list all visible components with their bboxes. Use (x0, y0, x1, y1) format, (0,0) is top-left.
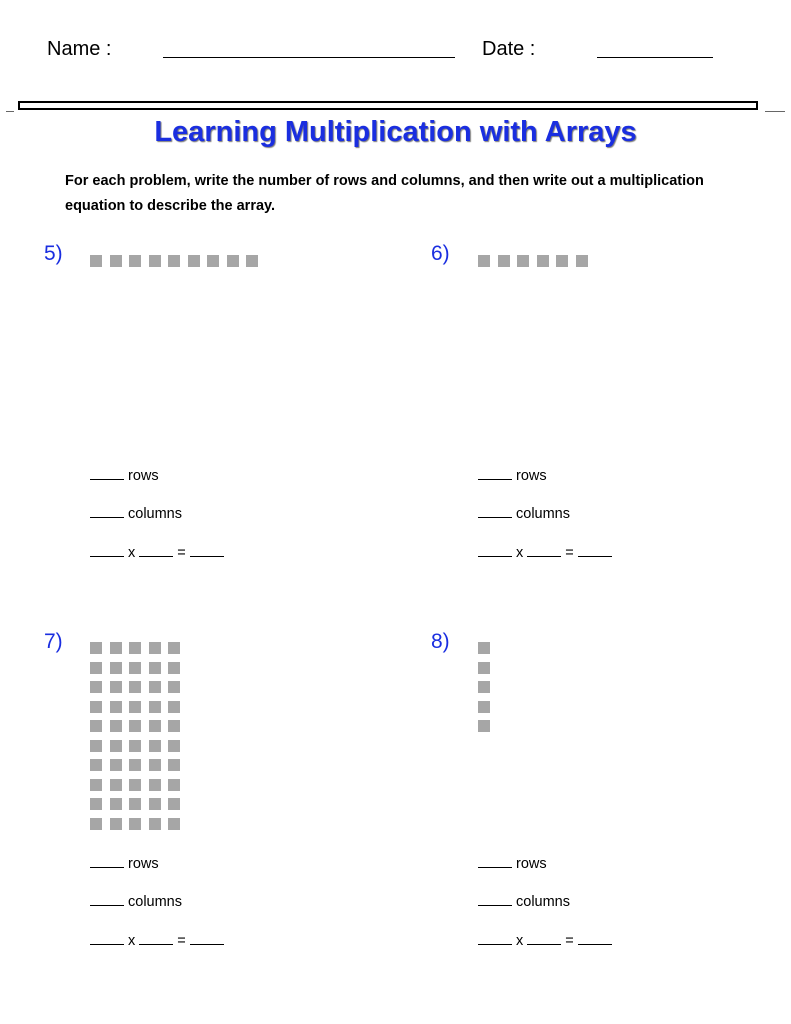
array-square (168, 759, 180, 771)
array-square (110, 701, 122, 713)
array (90, 642, 180, 837)
array-square (129, 779, 141, 791)
columns-label: columns (516, 894, 570, 910)
array (478, 642, 490, 740)
equals-sign: = (565, 933, 574, 949)
product-blank[interactable] (190, 943, 224, 945)
array-square (246, 255, 258, 267)
array-row (478, 255, 588, 267)
array-square (129, 759, 141, 771)
equation-answer (478, 545, 612, 561)
array (478, 255, 588, 275)
array-row (478, 701, 490, 713)
array-square (129, 798, 141, 810)
array-square (149, 642, 161, 654)
array-square (110, 642, 122, 654)
problem-number: 8) (431, 630, 450, 653)
array-square (537, 255, 549, 267)
array-row (90, 779, 180, 791)
array-square (168, 255, 180, 267)
name-field[interactable] (163, 57, 455, 58)
array-square (90, 720, 102, 732)
array-square (110, 740, 122, 752)
array-square (149, 255, 161, 267)
array-row (478, 681, 490, 693)
divider-tick-right (765, 111, 785, 112)
equals-sign: = (177, 933, 186, 949)
array-square (149, 779, 161, 791)
product-blank[interactable] (578, 555, 612, 557)
rows-answer (478, 856, 547, 872)
rows-answer (90, 468, 159, 484)
array-square (168, 662, 180, 674)
header-divider (18, 101, 758, 110)
factor-blank[interactable] (139, 555, 173, 557)
rows-blank[interactable] (478, 478, 512, 480)
equation-answer (90, 933, 224, 949)
columns-blank[interactable] (478, 904, 512, 906)
columns-blank[interactable] (90, 904, 124, 906)
columns-label: columns (516, 506, 570, 522)
factor-blank[interactable] (90, 555, 124, 557)
columns-label: columns (128, 506, 182, 522)
factor-blank[interactable] (90, 943, 124, 945)
array-square (110, 798, 122, 810)
array-square (129, 701, 141, 713)
array-row (90, 255, 258, 267)
problem-number: 6) (431, 242, 450, 265)
rows-blank[interactable] (90, 866, 124, 868)
array-row (90, 662, 180, 674)
page-title: Learning Multiplication with Arrays (154, 116, 637, 148)
array-square (110, 759, 122, 771)
rows-label: rows (516, 856, 547, 872)
array-square (90, 779, 102, 791)
array-row (478, 662, 490, 674)
equation-answer (90, 545, 224, 561)
array-square (498, 255, 510, 267)
factor-blank[interactable] (478, 943, 512, 945)
array-square (90, 681, 102, 693)
array-square (207, 255, 219, 267)
array-row (90, 681, 180, 693)
array-row (90, 720, 180, 732)
factor-blank[interactable] (527, 555, 561, 557)
times-sign: x (128, 545, 136, 561)
factor-blank[interactable] (139, 943, 173, 945)
factor-blank[interactable] (527, 943, 561, 945)
equals-sign: = (565, 545, 574, 561)
array-square (90, 701, 102, 713)
times-sign: x (516, 545, 524, 561)
date-label: Date : (482, 38, 536, 60)
array-row (90, 759, 180, 771)
array-square (168, 779, 180, 791)
array-square (129, 740, 141, 752)
array-square (149, 740, 161, 752)
array-row (90, 701, 180, 713)
rows-answer (478, 468, 547, 484)
array-square (576, 255, 588, 267)
array-square (110, 255, 122, 267)
array-square (129, 662, 141, 674)
array-square (188, 255, 200, 267)
problem-number: 7) (44, 630, 63, 653)
array-row (90, 798, 180, 810)
array-square (149, 701, 161, 713)
array-square (90, 798, 102, 810)
array-square (110, 681, 122, 693)
rows-blank[interactable] (90, 478, 124, 480)
array-square (517, 255, 529, 267)
columns-answer (478, 506, 570, 522)
array-square (168, 720, 180, 732)
divider-tick-left (6, 111, 14, 112)
columns-answer (90, 894, 182, 910)
name-label: Name : (47, 38, 112, 60)
array-square (168, 701, 180, 713)
array-square (478, 662, 490, 674)
array-square (478, 701, 490, 713)
array-square (110, 818, 122, 830)
array-square (168, 818, 180, 830)
product-blank[interactable] (190, 555, 224, 557)
array-square (129, 642, 141, 654)
array-square (90, 740, 102, 752)
array-square (90, 642, 102, 654)
array-square (90, 662, 102, 674)
array-square (149, 681, 161, 693)
array-square (478, 681, 490, 693)
columns-blank[interactable] (478, 516, 512, 518)
array-row (90, 818, 180, 830)
columns-label: columns (128, 894, 182, 910)
array-square (129, 255, 141, 267)
array-square (168, 798, 180, 810)
equals-sign: = (177, 545, 186, 561)
array-square (90, 818, 102, 830)
array-square (227, 255, 239, 267)
array-square (110, 662, 122, 674)
problem-number: 5) (44, 242, 63, 265)
factor-blank[interactable] (478, 555, 512, 557)
array-row (478, 642, 490, 654)
columns-blank[interactable] (90, 516, 124, 518)
array-square (149, 720, 161, 732)
array-square (90, 255, 102, 267)
rows-blank[interactable] (478, 866, 512, 868)
array-square (478, 720, 490, 732)
times-sign: x (516, 933, 524, 949)
instructions: For each problem, write the number of rows and columns, and then write out a multiplication equation to describe the array. (65, 173, 704, 214)
rows-label: rows (516, 468, 547, 484)
times-sign: x (128, 933, 136, 949)
rows-answer (90, 856, 159, 872)
array-square (129, 818, 141, 830)
columns-answer (90, 506, 182, 522)
array-row (90, 642, 180, 654)
array-square (110, 779, 122, 791)
array-square (149, 759, 161, 771)
array-square (90, 759, 102, 771)
array-square (149, 798, 161, 810)
columns-answer (478, 894, 570, 910)
array-square (168, 642, 180, 654)
array-square (149, 818, 161, 830)
rows-label: rows (128, 856, 159, 872)
array-square (110, 720, 122, 732)
array (90, 255, 258, 275)
array-square (478, 642, 490, 654)
array-square (129, 681, 141, 693)
equation-answer (478, 933, 612, 949)
date-field[interactable] (597, 57, 713, 58)
array-square (168, 681, 180, 693)
product-blank[interactable] (578, 943, 612, 945)
array-square (478, 255, 490, 267)
array-row (478, 720, 490, 732)
array-square (149, 662, 161, 674)
rows-label: rows (128, 468, 159, 484)
array-square (556, 255, 568, 267)
array-square (168, 740, 180, 752)
array-row (90, 740, 180, 752)
array-square (129, 720, 141, 732)
